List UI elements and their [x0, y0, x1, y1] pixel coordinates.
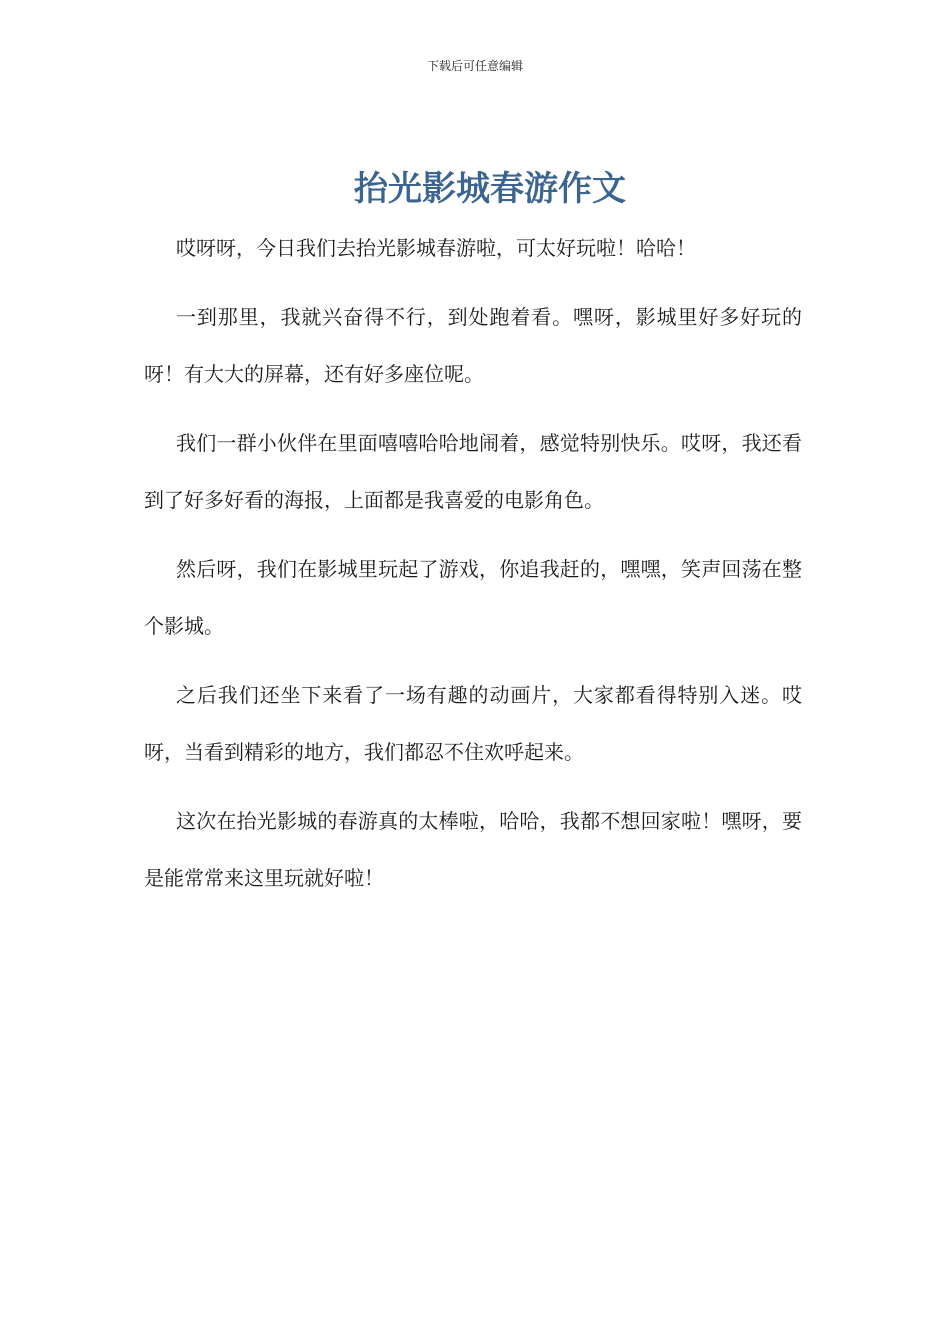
document-title: 抬光影城春游作文 [354, 169, 626, 209]
page-header-note: 下载后可任意编辑 [426, 59, 523, 73]
paragraph-6: 这次在抬光影城的春游真的太棒啦，哈哈，我都不想回家啦！嘿呀，要是能常常来这里玩就好啦！ [144, 809, 802, 890]
paragraph-1: 哎呀呀，今日我们去抬光影城春游啦，可太好玩啦！哈哈！ [176, 236, 696, 260]
paragraph-3: 我们一群小伙伴在里面嘻嘻哈哈地闹着，感觉特别快乐。哎呀，我还看到了好多好看的海报，上面都是我喜爱的电影角色。 [144, 431, 802, 512]
paragraph-2: 一到那里，我就兴奋得不行，到处跑着看。嘿呀，影城里好多好玩的呀！有大大的屏幕，还有好多座位呢。 [144, 305, 802, 386]
paragraph-4: 然后呀，我们在影城里玩起了游戏，你追我赶的，嘿嘿，笑声回荡在整个影城。 [144, 557, 802, 638]
paragraph-5: 之后我们还坐下来看了一场有趣的动画片，大家都看得特别入迷。哎呀，当看到精彩的地方，我们都忍不住欢呼起来。 [144, 683, 802, 764]
document-body [144, 220, 802, 919]
